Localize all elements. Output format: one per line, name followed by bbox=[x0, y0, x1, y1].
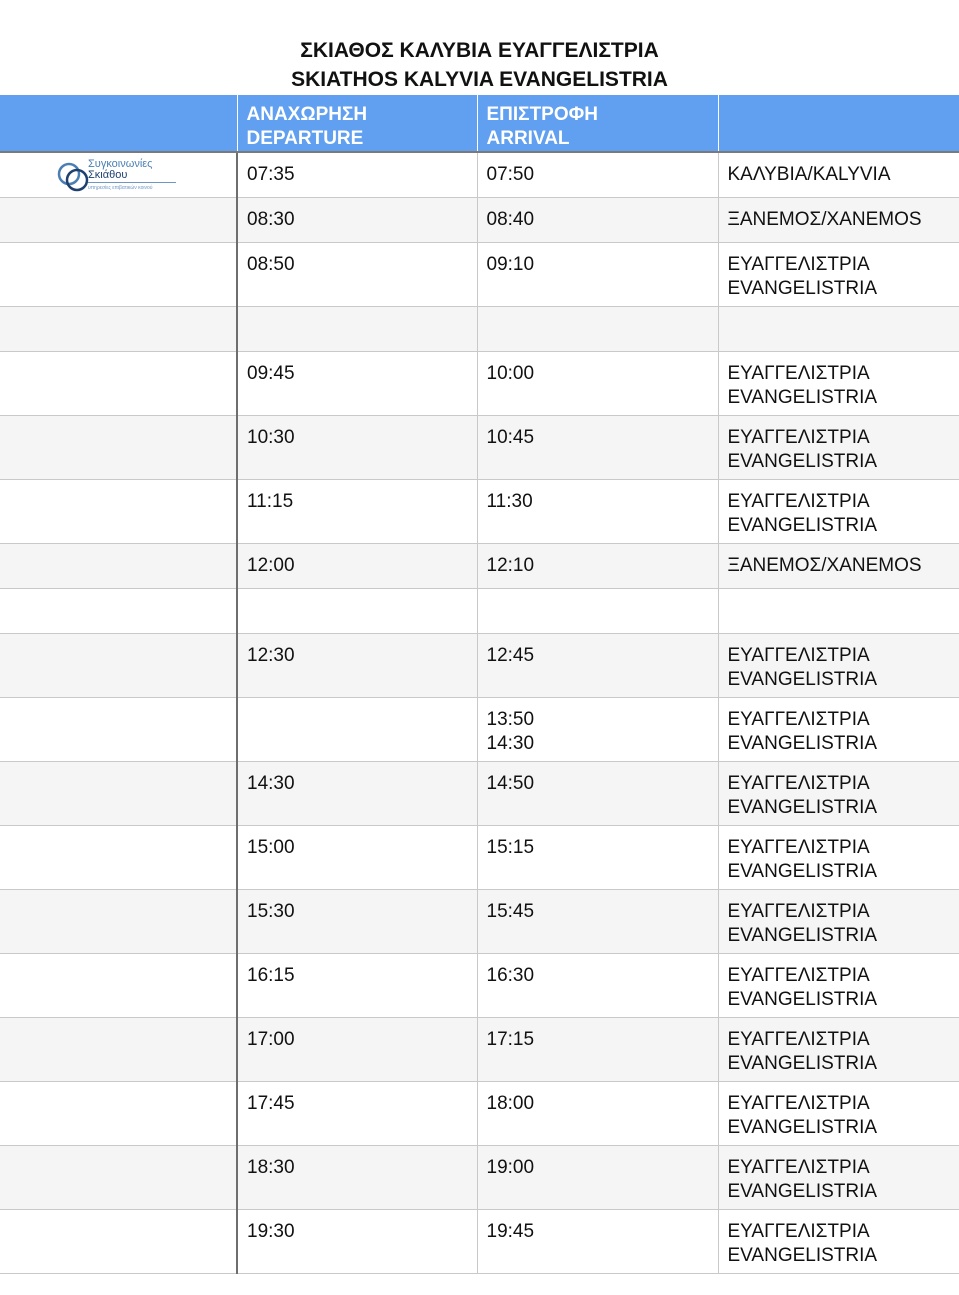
destination-cell bbox=[718, 351, 959, 415]
departure-cell bbox=[237, 1081, 477, 1145]
arrival-cell bbox=[477, 242, 718, 306]
departure-cell bbox=[237, 351, 477, 415]
arrival-cell bbox=[477, 761, 718, 825]
table-row bbox=[0, 953, 959, 1017]
destination-greek: ΕΥΑΓΓΕΛΙΣΤΡΙΑ bbox=[727, 1092, 870, 1114]
blank-cell bbox=[0, 1017, 237, 1081]
company-logo bbox=[57, 154, 182, 197]
arrival-cell bbox=[477, 197, 718, 242]
departure-cell bbox=[237, 242, 477, 306]
departure-time: 14:30 bbox=[247, 772, 295, 794]
table-row bbox=[0, 242, 959, 306]
departure-cell bbox=[237, 1145, 477, 1209]
arrival-cell bbox=[477, 588, 718, 633]
destination-greek: ΕΥΑΓΓΕΛΙΣΤΡΙΑ bbox=[727, 362, 870, 384]
departure-cell bbox=[237, 1017, 477, 1081]
departure-cell bbox=[237, 479, 477, 543]
destination-cell bbox=[718, 889, 959, 953]
destination-cell bbox=[718, 953, 959, 1017]
departure-cell bbox=[237, 825, 477, 889]
departure-cell bbox=[237, 953, 477, 1017]
destination-cell bbox=[718, 306, 959, 351]
table-row bbox=[0, 351, 959, 415]
table-row bbox=[0, 697, 959, 761]
blank-cell bbox=[0, 479, 237, 543]
table-row bbox=[0, 479, 959, 543]
blank-cell bbox=[0, 761, 237, 825]
departure-time: 08:50 bbox=[247, 253, 295, 275]
destination-english: EVANGELISTRIA bbox=[727, 988, 878, 1010]
destination-greek: ΞΑΝΕΜΟΣ/XANEMOS bbox=[727, 208, 922, 230]
blank-cell bbox=[0, 415, 237, 479]
destination-english: EVANGELISTRIA bbox=[727, 1116, 878, 1138]
header-departure bbox=[237, 95, 477, 152]
table-row bbox=[0, 152, 959, 197]
table-row bbox=[0, 633, 959, 697]
destination-cell bbox=[718, 543, 959, 588]
departure-time: 10:30 bbox=[247, 426, 295, 448]
arrival-time: 19:45 bbox=[486, 1220, 535, 1242]
destination-greek: ΕΥΑΓΓΕΛΙΣΤΡΙΑ bbox=[727, 644, 870, 666]
departure-time: 16:15 bbox=[247, 964, 295, 986]
arrival-time: 11:30 bbox=[486, 490, 533, 512]
departure-time: 12:30 bbox=[247, 644, 295, 666]
destination-greek: ΞΑΝΕΜΟΣ/XANEMOS bbox=[727, 554, 922, 576]
arrival-time: 08:40 bbox=[486, 208, 535, 230]
table-row bbox=[0, 761, 959, 825]
arrival-time: 19:00 bbox=[486, 1156, 535, 1178]
destination-cell bbox=[718, 242, 959, 306]
table-row bbox=[0, 1145, 959, 1209]
destination-english: EVANGELISTRIA bbox=[727, 386, 878, 408]
departure-time: 08:30 bbox=[247, 208, 295, 230]
destination-cell bbox=[718, 1081, 959, 1145]
title-english: SKIATHOS KALYVIA EVANGELISTRIA bbox=[291, 68, 668, 91]
departure-time: 17:45 bbox=[247, 1092, 295, 1114]
destination-cell bbox=[718, 588, 959, 633]
destination-english: EVANGELISTRIA bbox=[727, 860, 878, 882]
destination-greek: ΕΥΑΓΓΕΛΙΣΤΡΙΑ bbox=[727, 1220, 870, 1242]
arrival-cell bbox=[477, 479, 718, 543]
arrival-time: 16:30 bbox=[486, 964, 535, 986]
departure-cell bbox=[237, 697, 477, 761]
arrival-time: 13:50 bbox=[486, 708, 535, 730]
destination-english: EVANGELISTRIA bbox=[727, 732, 878, 754]
destination-english: EVANGELISTRIA bbox=[727, 514, 878, 536]
header-departure-english: DEPARTURE bbox=[246, 128, 364, 149]
blank-cell bbox=[0, 633, 237, 697]
destination-greek: ΕΥΑΓΓΕΛΙΣΤΡΙΑ bbox=[727, 1156, 870, 1178]
arrival-cell bbox=[477, 825, 718, 889]
destination-english: EVANGELISTRIA bbox=[727, 277, 878, 299]
destination-greek: ΕΥΑΓΓΕΛΙΣΤΡΙΑ bbox=[727, 964, 870, 986]
arrival-cell bbox=[477, 953, 718, 1017]
arrival-cell bbox=[477, 697, 718, 761]
blank-cell bbox=[0, 306, 237, 351]
blank-cell bbox=[0, 351, 237, 415]
logo-line1: Συγκοινωνίες bbox=[88, 158, 153, 170]
destination-greek: ΕΥΑΓΓΕΛΙΣΤΡΙΑ bbox=[727, 836, 870, 858]
arrival-time: 07:50 bbox=[486, 164, 535, 185]
departure-cell bbox=[237, 1209, 477, 1273]
header-arrival bbox=[477, 95, 718, 152]
destination-greek: ΕΥΑΓΓΕΛΙΣΤΡΙΑ bbox=[727, 426, 870, 448]
departure-cell bbox=[237, 588, 477, 633]
departure-time: 07:35 bbox=[247, 164, 295, 185]
destination-cell bbox=[718, 761, 959, 825]
destination-english: EVANGELISTRIA bbox=[727, 668, 878, 690]
header-row bbox=[0, 95, 959, 152]
logo-line2: Σκιάθου bbox=[88, 169, 128, 181]
destination-cell bbox=[718, 415, 959, 479]
table-row bbox=[0, 415, 959, 479]
arrival-cell bbox=[477, 889, 718, 953]
destination-cell bbox=[718, 1145, 959, 1209]
logo-divider bbox=[88, 182, 176, 183]
header-blank bbox=[0, 95, 237, 152]
table-row bbox=[0, 543, 959, 588]
departure-cell bbox=[237, 306, 477, 351]
blank-cell bbox=[0, 588, 237, 633]
arrival-time: 12:45 bbox=[486, 644, 535, 666]
arrival-time: 09:10 bbox=[486, 253, 535, 275]
logo-tagline: υπηρεσίες επιβατικών κοινού bbox=[88, 185, 153, 191]
arrival-cell bbox=[477, 351, 718, 415]
destination-greek: ΕΥΑΓΓΕΛΙΣΤΡΙΑ bbox=[727, 1028, 870, 1050]
blank-cell bbox=[0, 1081, 237, 1145]
table-row bbox=[0, 197, 959, 242]
departure-cell bbox=[237, 889, 477, 953]
logo-circles-icon bbox=[57, 154, 89, 197]
departure-cell bbox=[237, 415, 477, 479]
destination-greek: ΕΥΑΓΓΕΛΙΣΤΡΙΑ bbox=[727, 900, 870, 922]
header-arrival-greek: ΕΠΙΣΤΡΟΦΗ bbox=[486, 104, 598, 125]
departure-time: 12:00 bbox=[247, 554, 295, 576]
header-destination bbox=[718, 95, 959, 152]
arrival-cell bbox=[477, 415, 718, 479]
logo-cell bbox=[0, 152, 237, 197]
arrival-cell bbox=[477, 152, 718, 197]
blank-cell bbox=[0, 1209, 237, 1273]
arrival-cell bbox=[477, 543, 718, 588]
departure-time: 09:45 bbox=[247, 362, 295, 384]
blank-cell bbox=[0, 1145, 237, 1209]
arrival-time: 17:15 bbox=[486, 1028, 535, 1050]
destination-english: EVANGELISTRIA bbox=[727, 1052, 878, 1074]
header-arrival-english: ARRIVAL bbox=[486, 128, 570, 149]
destination-greek: ΚΑΛΥΒΙΑ/KALYVIA bbox=[727, 164, 891, 185]
destination-cell bbox=[718, 152, 959, 197]
departure-time: 19:30 bbox=[247, 1220, 295, 1242]
destination-english: EVANGELISTRIA bbox=[727, 450, 878, 472]
arrival-time: 15:15 bbox=[486, 836, 535, 858]
blank-cell bbox=[0, 543, 237, 588]
destination-cell bbox=[718, 1017, 959, 1081]
page-title bbox=[0, 36, 959, 94]
destination-greek: ΕΥΑΓΓΕΛΙΣΤΡΙΑ bbox=[727, 253, 870, 275]
arrival-time: 14:50 bbox=[486, 772, 535, 794]
destination-cell bbox=[718, 633, 959, 697]
destination-cell bbox=[718, 479, 959, 543]
arrival-time: 18:00 bbox=[486, 1092, 535, 1114]
arrival-cell bbox=[477, 1209, 718, 1273]
destination-cell bbox=[718, 197, 959, 242]
arrival-cell bbox=[477, 633, 718, 697]
table-row bbox=[0, 1017, 959, 1081]
table-row bbox=[0, 825, 959, 889]
table-row bbox=[0, 889, 959, 953]
timetable-body bbox=[0, 152, 959, 1273]
header-departure-greek: ΑΝΑΧΩΡΗΣΗ bbox=[246, 104, 368, 125]
destination-cell bbox=[718, 825, 959, 889]
arrival-cell bbox=[477, 1017, 718, 1081]
destination-greek: ΕΥΑΓΓΕΛΙΣΤΡΙΑ bbox=[727, 772, 870, 794]
blank-cell bbox=[0, 953, 237, 1017]
departure-cell bbox=[237, 197, 477, 242]
arrival-cell bbox=[477, 306, 718, 351]
departure-cell bbox=[237, 543, 477, 588]
departure-time: 15:30 bbox=[247, 900, 295, 922]
destination-greek: ΕΥΑΓΓΕΛΙΣΤΡΙΑ bbox=[727, 708, 870, 730]
arrival-time: 10:00 bbox=[486, 362, 535, 384]
departure-cell bbox=[237, 633, 477, 697]
departure-cell bbox=[237, 152, 477, 197]
table-row bbox=[0, 588, 959, 633]
blank-cell bbox=[0, 825, 237, 889]
destination-cell bbox=[718, 1209, 959, 1273]
blank-cell bbox=[0, 197, 237, 242]
arrival-cell bbox=[477, 1145, 718, 1209]
departure-cell bbox=[237, 761, 477, 825]
blank-cell bbox=[0, 889, 237, 953]
departure-time: 18:30 bbox=[247, 1156, 295, 1178]
blank-cell bbox=[0, 697, 237, 761]
departure-time: 15:00 bbox=[247, 836, 295, 858]
arrival-cell bbox=[477, 1081, 718, 1145]
blank-cell bbox=[0, 242, 237, 306]
departure-time: 17:00 bbox=[247, 1028, 295, 1050]
arrival-time: 12:10 bbox=[486, 554, 535, 576]
arrival-time: 10:45 bbox=[486, 426, 535, 448]
table-row bbox=[0, 1209, 959, 1273]
table-row bbox=[0, 1081, 959, 1145]
destination-greek: ΕΥΑΓΓΕΛΙΣΤΡΙΑ bbox=[727, 490, 870, 512]
destination-english: EVANGELISTRIA bbox=[727, 1180, 878, 1202]
timetable bbox=[0, 95, 959, 1274]
destination-cell bbox=[718, 697, 959, 761]
destination-english: EVANGELISTRIA bbox=[727, 924, 878, 946]
arrival-time: 15:45 bbox=[486, 900, 535, 922]
destination-english: EVANGELISTRIA bbox=[727, 796, 878, 818]
arrival-time-2: 14:30 bbox=[486, 732, 535, 754]
title-greek: ΣΚΙΑΘΟΣ ΚΑΛΥΒΙΑ ΕΥΑΓΓΕΛΙΣΤΡΙΑ bbox=[300, 39, 659, 62]
table-row bbox=[0, 306, 959, 351]
destination-english: EVANGELISTRIA bbox=[727, 1244, 878, 1266]
departure-time: 11:15 bbox=[247, 490, 294, 512]
